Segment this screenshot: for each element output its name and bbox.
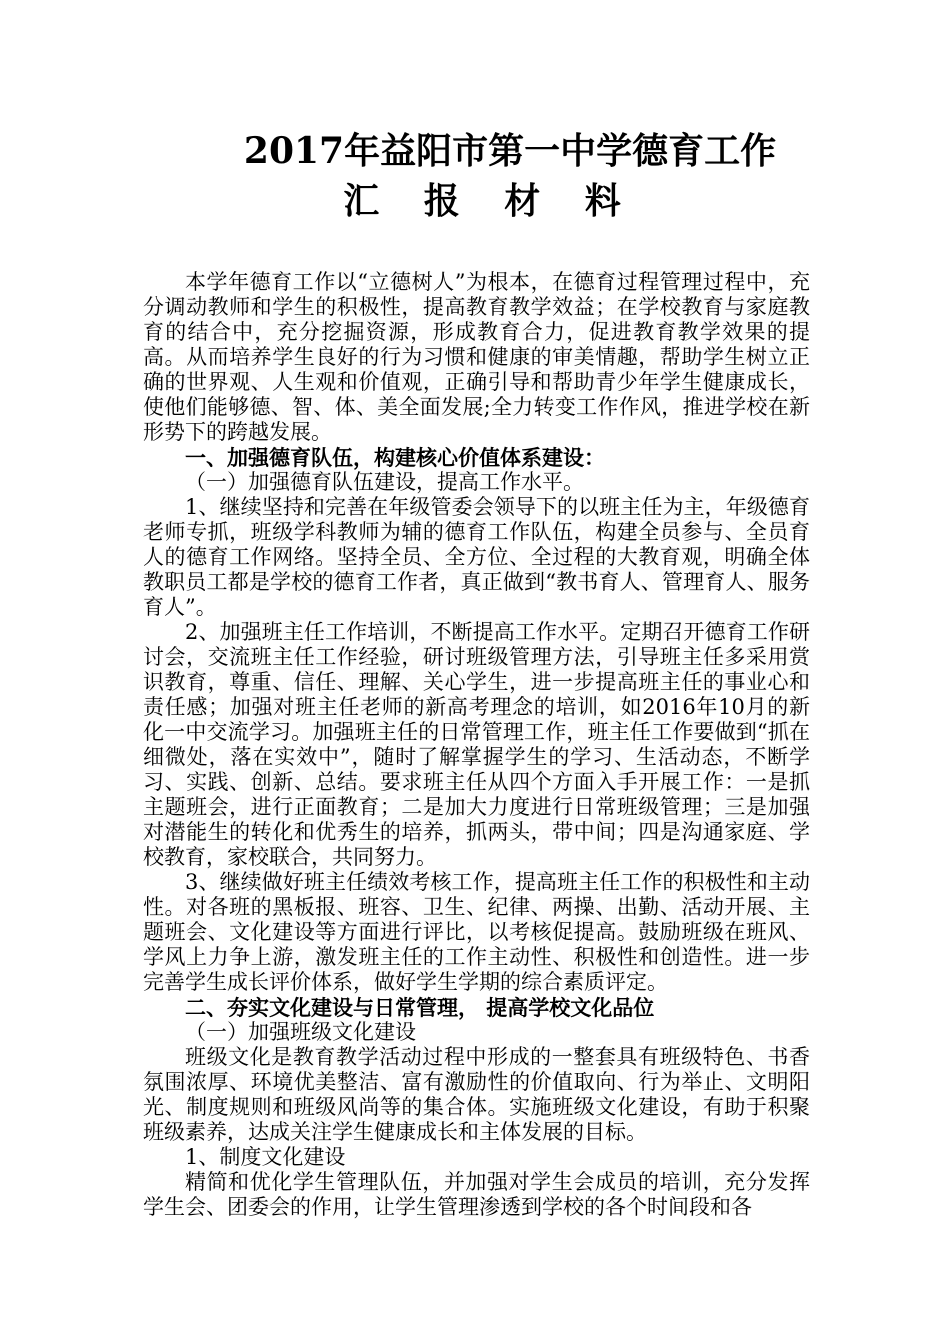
body-paragraph: 1、继续坚持和完善在年级管委会领导下的以班主任为主，年级德育老师专抓，班级学科教师为辅的德育工作队伍，构建全员参与、全员育人的德育工作网络。坚持全员、全方位、全过程的大教育观，明确全体教职员工都是学校的德育工作者，真正做到“教书育人、管理育人、服务育人”。	[143, 495, 810, 619]
body-paragraph: 3、继续做好班主任绩效考核工作，提高班主任工作的积极性和主动性。对各班的黑板报、班容、卫生、纪律、两操、出勤、活动开展、主题班会、文化建设等方面进行评比，以考核促提高。鼓励班级在班风、学风上力争上游，激发班主任的工作主动性、积极性和创造性。进一步完善学生成长评价体系，做好学生学期的综合素质评定。	[143, 870, 810, 994]
body-paragraph: 2、加强班主任工作培训，不断提高工作水平。定期召开德育工作研讨会，交流班主任工作经验，研讨班级管理方法，引导班主任多采用赏识教育，尊重、信任、理解、关心学生，进一步提高班主任的事业心和责任感；加强对班主任老师的新高考理念的培训，如2016年10月的新化一中交流学习。加强班主任的日常管理工作，班主任工作要做到“抓在细微处，落在实效中”，随时了解掌握学生的学习、生活动态，不断学习、实践、创新、总结。要求班主任从四个方面入手开展工作：一是抓主题班会，进行正面教育；二是加大力度进行日常班级管理；三是加强对潜能生的转化和优秀生的培养，抓两头，带中间；四是沟通家庭、学校教育，家校联合，共同努力。	[143, 620, 810, 869]
section-heading-1: 一、加强德育队伍，构建核心价值体系建设：	[185, 445, 605, 470]
subsection-heading-2-1: （一）加强班级文化建设	[185, 1020, 416, 1044]
document-body	[143, 270, 810, 1220]
document-title-line1: 2017年益阳市第一中学德育工作	[243, 130, 777, 172]
body-paragraph: 精简和优化学生管理队伍，并加强对学生会成员的培训，充分发挥学生会、团委会的作用，让学生管理渗透到学校的各个时间段和各	[143, 1170, 810, 1219]
item-heading: 1、制度文化建设	[185, 1145, 346, 1169]
body-paragraph: 班级文化是教育教学活动过程中形成的一整套具有班级特色、书香氛围浓厚、环境优美整洁、富有激励性的价值取向、行为举止、文明阳光、制度规则和班级风尚等的集合体。实施班级文化建设，有助于积聚班级素养，达成关注学生健康成长和主体发展的目标。	[143, 1045, 810, 1144]
section-heading-2: 二、夯实文化建设与日常管理， 提高学校文化品位	[185, 995, 655, 1020]
subsection-heading-1-1: （一）加强德育队伍建设，提高工作水平。	[185, 470, 584, 494]
intro-paragraph: 本学年德育工作以“立德树人”为根本，在德育过程管理过程中，充分调动教师和学生的积极性，提高教育教学效益；在学校教育与家庭教育的结合中，充分挖掘资源，形成教育合力，促进教育教学效果的提高。从而培养学生良好的行为习惯和健康的审美情趣，帮助学生树立正确的世界观、人生观和价值观，正确引导和帮助青少年学生健康成长，使他们能够德、智、体、美全面发展;全力转变工作作风，推进学校在新形势下的跨越发展。	[143, 270, 810, 444]
document-title-line2: 汇 报 材 料	[343, 180, 637, 222]
